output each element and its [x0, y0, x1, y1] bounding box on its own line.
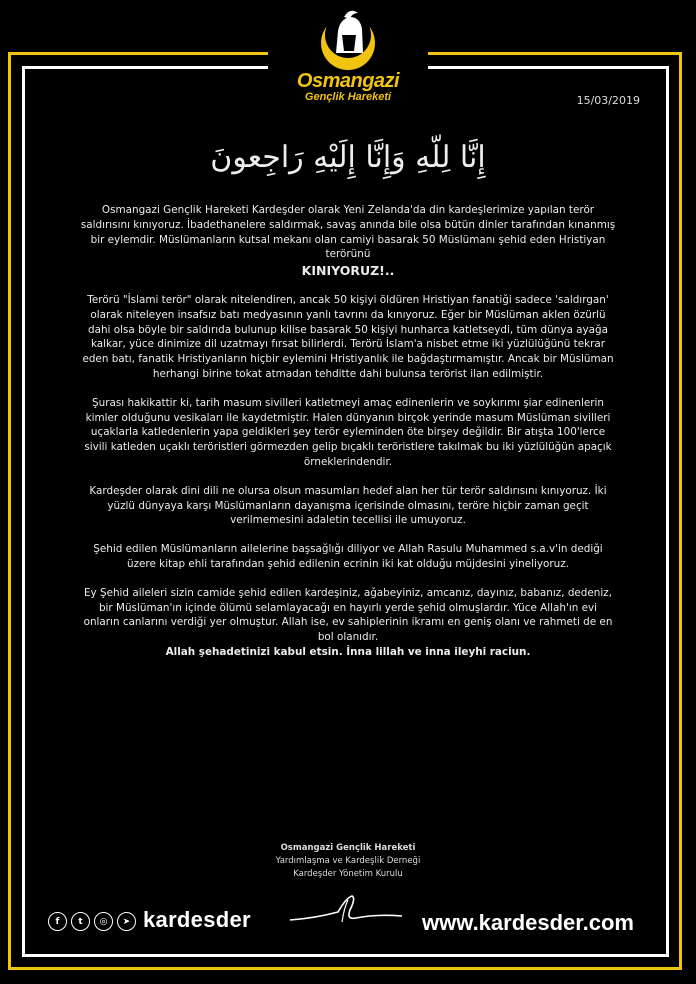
logo-subtitle: Gençlik Hareketi [304, 91, 392, 103]
social-icons [48, 912, 136, 931]
website-url[interactable]: www.kardesder.com [422, 910, 634, 935]
signature-board: Kardeşder Yönetim Kurulu [293, 869, 403, 879]
closing-prayer: Allah şehadetinizi kabul etsin. İnna lillah ve inna ileyhi raciun. [165, 645, 531, 658]
instagram-icon[interactable]: ◎ [94, 912, 113, 931]
handwritten-signature [286, 888, 406, 932]
paragraph-4: Kardeşder olarak dini dili ne olursa olsun masumları hedef alan her tür terör saldırısını kınıyoruz. İki yüzlü dünyaya karşı Müslümanların dayanışma içerisinde olmasını, teröre hiçbir zaman geçit verilmemesini adaletin tecellisi ile umuyoruz. [89, 484, 607, 527]
document-date: 15/03/2019 [576, 94, 640, 107]
logo [288, 5, 408, 103]
paragraph-5: Şehid edilen Müslümanların ailelerine başsağlığı diliyor ve Allah Rasulu Muhammed s.a.v'in dediği üzere kitap ehli tarafından şehid edilenin ecrinin iki kat olduğu müjdesini yineliyoruz. [93, 543, 603, 570]
twitter-icon[interactable]: t [71, 912, 90, 931]
letter-body [80, 203, 616, 660]
paragraph-1-text: Osmangazi Gençlik Hareketi Kardeşder olarak Yeni Zelanda'da din kardeşlerimize yapılan terör saldırısını kınıyoruz. İbadethanelere saldırmak, savaş anında bile olsa bütün dinler tarafından kınanmış bir eylemdir. Müslümanların kutsal mekanı olan camiyi basarak 50 Müslümanı şehid eden Hristiyan terörünü [80, 204, 616, 261]
paragraph-3: Şurası hakikattir ki, tarih masum sivilleri katletmeyi amaç edinenlerin ve soykırımı şiar edinenlerin kimler olduğunu vesikaları ile kaydetmiştir. Halen dünyanın birçok yerinde masum Müslüman sivilleri uçaklarla katledenlerin yapa geldikleri şey terör eyleminden öte birşey değildir. Bir atışta 100'lerce sivili katleden uçaklı teröristleri görmezden gelip bıçaklı teröristlere takılmak bu iki yüzlülüğün apaçık örneklerindendir. [84, 396, 612, 468]
logo-title: Osmangazi [296, 70, 400, 92]
paragraph-1 [80, 203, 616, 279]
signature-association: Yardımlaşma ve Kardeşlik Derneği [275, 856, 421, 866]
paragraph-6-text: Ey Şehid aileleri sizin camide şehid edilen kardeşiniz, ağabeyiniz, amcanız, dayınız, babanız, dedeniz, bir Müslüman'ın içinde ölümü selamlayacağı en hayırlı yerde şehid olmuşlardır. Yüce Allah'ın evi onların canlarını verdiği yer olmuştur. Allah ise, ev sahiplerinin ikramı en geniş olanı ve rahmeti de en bol olanıdır. [83, 586, 613, 644]
paragraph-6 [80, 586, 616, 660]
emphasis-heading: KINIYORUZ!.. [301, 263, 395, 279]
crescent-helmet-icon [316, 5, 380, 71]
paragraph-2: Terörü "İslami terör" olarak nitelendiren, ancak 50 kişiyi öldüren Hristiyan fanatiği sadece 'saldırgan' olarak niteleyen insafsız batı medyasının yanlı tavrını da kınıyoruz. Eğer bir Müslüman aklen özürlü dahi olsa böyle bir saldırıda bulunup kilise basarak 50 kişiyi hunharca katletseydi, tüm dünya ayağa kalkar, yüce dinimize dil uzatmayı fırsat bilirlerdi. Terörü İslam'a nisbet etme iki yüzlülüğünü tekrar eden batı, fanatik Hristiyanların hiçbir eylemini Hristiyanlık ile bağdaştırmamıştır. Ancak bir Müslüman herhangi birine tokat atmadan tehditte dahi bulunsa terörist ilan edilmiştir. [82, 293, 614, 380]
signature-org: Osmangazi Gençlik Hareketi [280, 843, 416, 853]
signature-block [0, 842, 696, 881]
facebook-icon[interactable]: f [48, 912, 67, 931]
arabic-verse: إِنَّا لِلّهِ وَإِنَّا إِلَيْهِ رَاجِعونَ [210, 140, 486, 175]
telegram-icon[interactable]: ➤ [117, 912, 136, 931]
brand-name: kardesder [143, 907, 251, 932]
